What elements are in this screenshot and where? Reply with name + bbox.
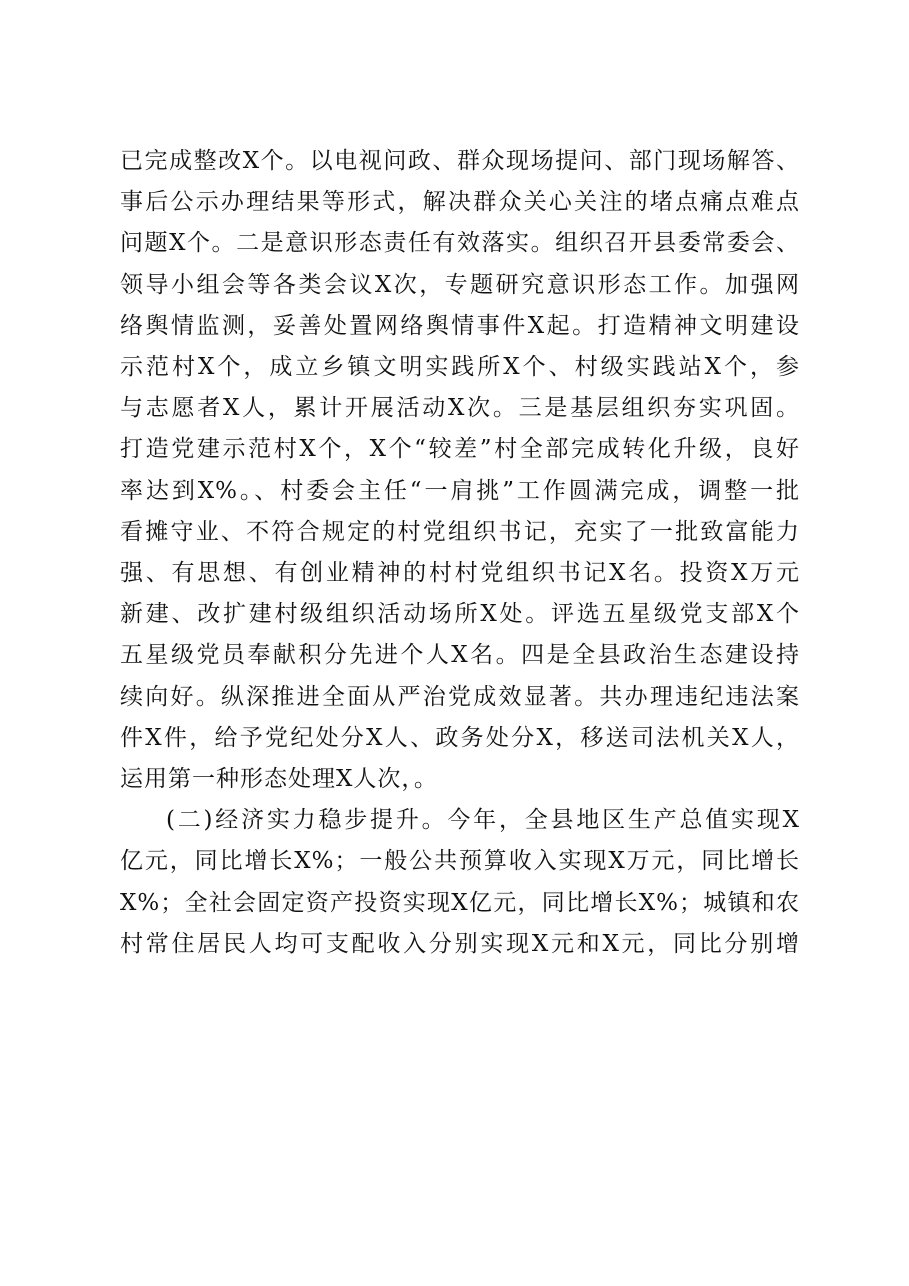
text-line: 问题X个。二是意识形态责任有效落实。组织召开县委常委会、 xyxy=(120,230,800,257)
text-line: 五星级党员奉献积分先进个人X名。四是全县政治生态建设持 xyxy=(120,642,800,669)
text-line: (二)经济实力稳步提升。今年，全县地区生产总值实现X xyxy=(166,807,800,834)
text-line: 已完成整改X个。以电视问政、群众现场提问、部门现场解答、 xyxy=(120,148,800,174)
text-line: 件X件，给予党纪处分X人、政务处分X，移送司法机关X人， xyxy=(120,724,800,751)
text-line: 续向好。纵深推进全面从严治党成效显著。共办理违纪违法案 xyxy=(120,683,800,710)
text-line: 看摊守业、不符合规定的村党组织书记，充实了一批致富能力 xyxy=(120,518,800,545)
text-line: 率达到X%。、村委会主任“一肩挑”工作圆满完成，调整一批 xyxy=(120,477,800,504)
text-line: 亿元，同比增长X%；一般公共预算收入实现X万元，同比增长 xyxy=(120,848,800,875)
text-line: 领导小组会等各类会议X次，专题研究意识形态工作。加强网 xyxy=(120,271,800,298)
paragraph-1 xyxy=(120,141,800,800)
text-line: 新建、改扩建村级组织活动场所X处。评选五星级党支部X个 xyxy=(120,601,800,628)
text-line: 示范村X个，成立乡镇文明实践所X个、村级实践站X个，参 xyxy=(120,354,800,381)
text-line: 村常住居民人均可支配收入分别实现X元和X元，同比分别增 xyxy=(120,930,800,957)
body-text xyxy=(120,141,800,965)
text-line: 事后公示办理结果等形式，解决群众关心关注的堵点痛点难点 xyxy=(120,189,800,216)
text-line: 运用第一种形态处理X人次，。 xyxy=(120,766,438,793)
paragraph-2 xyxy=(120,800,800,965)
text-line: 络舆情监测，妥善处置网络舆情事件X起。打造精神文明建设 xyxy=(120,312,800,339)
text-line: X%；全社会固定资产投资实现X亿元，同比增长X%；城镇和农 xyxy=(120,889,800,916)
text-line: 打造党建示范村X个，X个“较差”村全部完成转化升级，良好 xyxy=(120,436,800,463)
text-line: 与志愿者X人，累计开展活动X次。三是基层组织夯实巩固。 xyxy=(120,395,800,422)
text-line: 强、有思想、有创业精神的村村党组织书记X名。投资X万元 xyxy=(120,560,800,587)
